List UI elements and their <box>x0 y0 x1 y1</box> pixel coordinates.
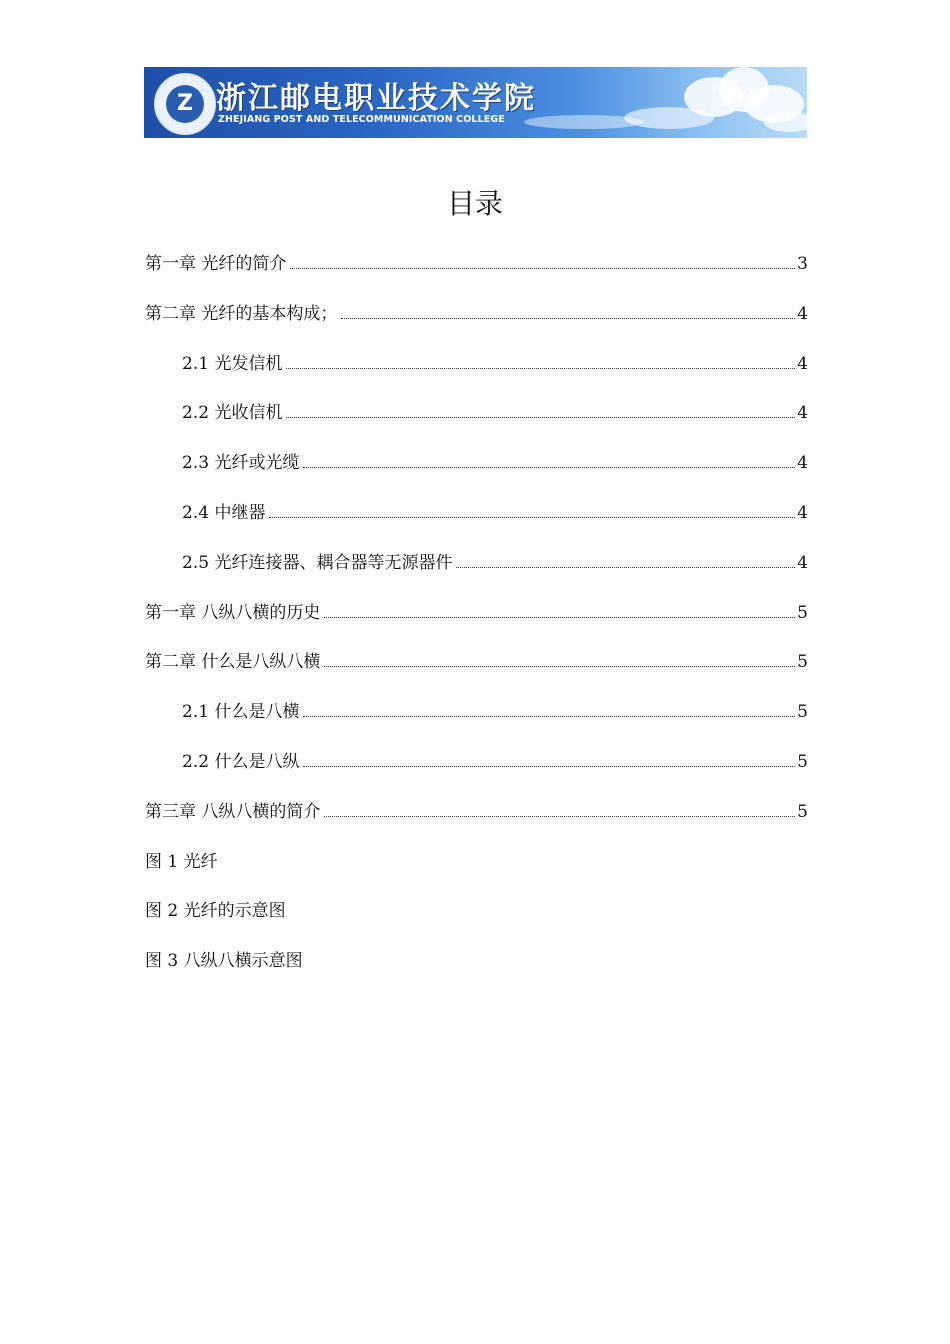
toc-entry[interactable] <box>182 750 808 774</box>
toc-entry[interactable] <box>145 800 808 824</box>
toc-entry-label: 2.1 光发信机 <box>182 353 283 374</box>
toc-leader-dots <box>286 368 795 369</box>
toc-entry-page: 5 <box>797 652 808 673</box>
toc-leader-dots <box>324 816 795 817</box>
toc-entry-label: 第二章 光纤的基本构成； <box>145 303 338 324</box>
toc-leader-dots <box>286 417 795 418</box>
toc-entry-label: 2.1 什么是八横 <box>182 702 300 723</box>
toc-entry-page: 4 <box>797 503 808 523</box>
figure-entry[interactable]: 图 1 光纤 <box>145 851 218 872</box>
toc-entry-label: 2.3 光纤或光缆 <box>182 453 300 474</box>
header-banner <box>144 67 807 138</box>
toc-entry-label: 第三章 八纵八横的简介 <box>145 801 321 822</box>
toc-leader-dots <box>269 517 795 518</box>
toc-entry[interactable] <box>182 401 808 425</box>
school-name-en: ZHEJIANG POST AND TELECOMMUNICATION COLLEGE <box>218 114 505 125</box>
toc-entry-page: 5 <box>797 752 808 772</box>
toc-leader-dots <box>303 467 795 468</box>
toc-entry[interactable] <box>182 451 808 475</box>
toc-entry[interactable] <box>182 700 808 724</box>
toc-entry-label: 2.5 光纤连接器、耦合器等无源器件 <box>182 552 453 573</box>
toc-entry-label: 2.2 什么是八纵 <box>182 752 300 772</box>
toc-entry-label: 第一章 八纵八横的历史 <box>145 602 321 623</box>
toc-entry[interactable] <box>145 302 808 326</box>
toc-entry-page: 5 <box>797 602 808 623</box>
toc-title: 目录 <box>446 187 503 220</box>
toc-leader-dots <box>341 318 795 319</box>
toc-entry[interactable] <box>145 601 808 625</box>
toc-leader-dots <box>303 766 795 767</box>
toc-entry[interactable] <box>182 352 808 376</box>
college-emblem-icon: Z <box>154 73 216 135</box>
school-name-cn: 浙江邮电职业技术学院 <box>216 81 536 116</box>
toc-entry-label: 第二章 什么是八纵八横 <box>145 652 321 673</box>
toc-entry-label: 第一章 光纤的简介 <box>145 254 287 274</box>
toc-entry[interactable] <box>182 551 808 575</box>
toc-entry-page: 4 <box>797 353 808 374</box>
toc-entry-page: 5 <box>797 702 808 723</box>
toc-leader-dots <box>324 617 795 618</box>
toc-leader-dots <box>324 666 795 667</box>
toc-entry-page: 5 <box>797 801 808 822</box>
toc-entry-page: 4 <box>797 403 808 424</box>
toc-leader-dots <box>456 567 795 568</box>
figure-entry[interactable]: 图 2 光纤的示意图 <box>145 901 286 922</box>
toc-entry-page: 4 <box>797 453 808 474</box>
toc-leader-dots <box>303 716 795 717</box>
toc-entry-page: 4 <box>797 552 808 573</box>
toc-leader-dots <box>290 268 795 269</box>
toc-entry-label: 2.2 光收信机 <box>182 403 283 424</box>
toc-entry[interactable] <box>182 501 808 525</box>
toc-entry-page: 4 <box>797 303 808 324</box>
toc-entry-label: 2.4 中继器 <box>182 503 266 523</box>
toc-entry[interactable] <box>145 650 808 674</box>
toc-entry-page: 3 <box>797 254 808 274</box>
figure-entry[interactable]: 图 3 八纵八横示意图 <box>145 951 303 972</box>
toc-entry[interactable] <box>145 252 808 276</box>
